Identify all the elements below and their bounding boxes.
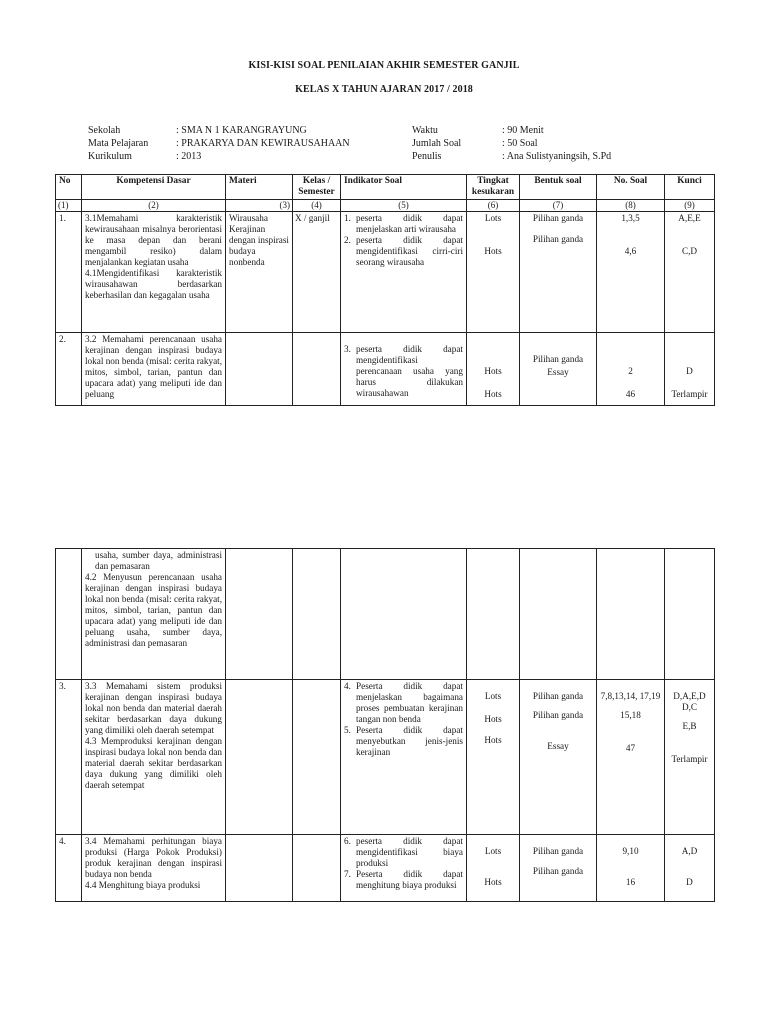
table-row xyxy=(56,212,715,333)
kd-text: usaha, sumber daya, administrasi dan pemasaran xyxy=(95,550,222,571)
info-left-values xyxy=(176,124,350,163)
bentuk-value: Pilihan ganda xyxy=(532,710,584,720)
document-page-1 xyxy=(0,0,768,470)
document-title: KISI-KISI SOAL PENILAIAN AKHIR SEMESTER GANJIL xyxy=(248,60,520,71)
col-num-1: (1) xyxy=(56,200,82,212)
row-number xyxy=(56,549,82,680)
kunci-value: A,D xyxy=(681,846,698,856)
header-kompetensi-dasar: Kompetensi Dasar xyxy=(82,175,226,200)
tingkat-cell xyxy=(467,835,520,902)
col-num-3: (3) xyxy=(226,200,293,212)
kd-text: 4.4 Menghitung biaya produksi xyxy=(85,880,201,890)
value-mata-pelajaran: : PRAKARYA DAN KEWIRAUSAHAAN xyxy=(176,138,350,149)
kunci-value: Terlampir xyxy=(671,754,708,764)
kompetensi-dasar-cell xyxy=(82,835,226,902)
tingkat-value: Hots xyxy=(484,735,502,745)
kunci-value: D xyxy=(686,877,693,887)
no-soal-value: 7,8,13,14, 17,19 xyxy=(600,691,661,701)
tingkat-cell xyxy=(467,549,520,680)
header-no-soal: No. Soal xyxy=(597,175,665,200)
no-soal-value: 9,10 xyxy=(622,846,639,856)
col-num-9: (9) xyxy=(665,200,715,212)
no-soal-value: 15,18 xyxy=(620,710,641,720)
no-soal-value: 1,3,5 xyxy=(621,213,640,223)
bentuk-cell xyxy=(520,835,597,902)
kunci-cell xyxy=(665,549,715,680)
indikator-item: 7. Peserta didik dapat menghitung biaya produksi xyxy=(344,869,463,890)
document-subtitle: KELAS X TAHUN AJARAN 2017 / 2018 xyxy=(295,84,473,95)
no-soal-value: 46 xyxy=(625,389,636,399)
kunci-value: Terlampir xyxy=(671,389,708,399)
kunci-cell xyxy=(665,333,715,406)
value-waktu: : 90 Menit xyxy=(502,125,544,136)
indikator-item: 4. Peserta didik dapat menjelaskan bagaimana proses pembuatan kerajinan tangan non benda xyxy=(344,681,463,724)
kunci-value: D xyxy=(686,366,693,376)
col-num-6: (6) xyxy=(467,200,520,212)
kunci-value: D,A,E,D D,C xyxy=(673,691,706,712)
value-sekolah: : SMA N 1 KARANGRAYUNG xyxy=(176,125,307,136)
kunci-cell xyxy=(665,212,715,333)
label-penulis: Penulis xyxy=(412,151,442,162)
indikator-item: 3. peserta didik dapat mengidentifikasi perencanaan usaha yang harus dilakukan wirausahawan xyxy=(344,344,463,398)
indikator-cell xyxy=(341,333,467,406)
indikator-cell xyxy=(341,680,467,835)
materi-cell xyxy=(226,333,293,406)
value-penulis: : Ana Sulistyaningsih, S.Pd xyxy=(502,151,612,162)
tingkat-cell xyxy=(467,333,520,406)
label-sekolah: Sekolah xyxy=(88,125,121,136)
no-soal-cell xyxy=(597,212,665,333)
bentuk-cell xyxy=(520,549,597,680)
no-soal-cell xyxy=(597,680,665,835)
no-soal-value: 16 xyxy=(625,877,636,887)
no-soal-value: 47 xyxy=(625,743,636,753)
tingkat-cell xyxy=(467,680,520,835)
kisi-kisi-table-page-2 xyxy=(55,548,715,902)
kunci-value: E,B xyxy=(682,721,697,731)
table-row xyxy=(56,549,715,680)
kelas-cell: X / ganjil xyxy=(293,212,341,333)
indikator-cell xyxy=(341,549,467,680)
col-num-4: (4) xyxy=(293,200,341,212)
bentuk-value: Pilihan ganda xyxy=(532,846,584,856)
row-number: 1. xyxy=(56,212,82,333)
kunci-cell xyxy=(665,680,715,835)
table-row xyxy=(56,835,715,902)
header-materi: Materi xyxy=(226,175,293,200)
no-soal-cell xyxy=(597,549,665,680)
bentuk-value: Essay xyxy=(547,741,569,751)
label-waktu: Waktu xyxy=(412,125,438,136)
col-num-8: (8) xyxy=(597,200,665,212)
bentuk-cell xyxy=(520,333,597,406)
kompetensi-dasar-cell xyxy=(82,212,226,333)
kd-text: 4.3 Memproduksi kerajinan dengan inspirasi budaya lokal non benda dan material daerah sekitar berdasarkan daya dukung yang dimiliki oleh daerah setempat xyxy=(85,736,222,790)
tingkat-value: Lots xyxy=(484,691,502,701)
kd-text: 3.3 Memahami sistem produksi kerajinan dengan inspirasi budaya lokal non benda dan material daerah sekitar berdasarkan daya dukung yang dimiliki oleh daerah setempat xyxy=(85,681,222,735)
kd-text: 3.2 Memahami perencanaan usaha kerajinan dengan inspirasi budaya lokal non benda (misal: cerita rakyat, mitos, simbol, tarian, pantun dan upacara adat) yang meliputi ide dan peluang xyxy=(85,334,222,399)
no-soal-value: 2 xyxy=(628,366,633,376)
tingkat-value: Hots xyxy=(484,877,502,887)
label-kurikulum: Kurikulum xyxy=(88,151,132,162)
indikator-item: 5. Peserta didik dapat menyebutkan jenis-jenis kerajinan xyxy=(344,725,463,757)
row-number: 3. xyxy=(56,680,82,835)
info-right-values xyxy=(502,124,611,163)
materi-cell xyxy=(226,680,293,835)
value-jumlah-soal: : 50 Soal xyxy=(502,138,538,149)
kisi-kisi-table-page-1 xyxy=(55,174,715,406)
table-row xyxy=(56,333,715,406)
kunci-cell xyxy=(665,835,715,902)
label-jumlah-soal: Jumlah Soal xyxy=(412,138,462,149)
kd-text: 4.1Mengidentifikasi karakteristik wirausahawan berdasarkan keberhasilan dan kegagalan usaha xyxy=(85,268,222,300)
tingkat-cell xyxy=(467,212,520,333)
kelas-cell xyxy=(293,680,341,835)
kd-text: 3.1Memahami karakteristik kewirausahaan misalnya berorientasi ke masa depan dan berani mengambil resiko) dalam menjalankan kegiatan usaha xyxy=(85,213,222,267)
kompetensi-dasar-cell xyxy=(82,549,226,680)
label-mata-pelajaran: Mata Pelajaran xyxy=(88,138,149,149)
bentuk-value: Pilihan ganda xyxy=(532,234,584,244)
bentuk-value: Pilihan ganda xyxy=(532,691,584,701)
kelas-cell xyxy=(293,835,341,902)
col-num-7: (7) xyxy=(520,200,597,212)
bentuk-cell xyxy=(520,212,597,333)
tingkat-value: Lots xyxy=(484,846,502,856)
document-page-2 xyxy=(0,530,768,1024)
table-header-row xyxy=(56,175,715,200)
header-kunci: Kunci xyxy=(665,175,715,200)
column-number-row xyxy=(56,200,715,212)
materi-cell xyxy=(226,549,293,680)
info-right-labels xyxy=(412,124,461,163)
tingkat-value: Hots xyxy=(484,389,502,399)
bentuk-cell xyxy=(520,680,597,835)
indikator-item: 1. peserta didik dapat menjelaskan arti wirausaha xyxy=(344,213,463,234)
indikator-cell xyxy=(341,835,467,902)
kelas-cell xyxy=(293,333,341,406)
col-num-2: (2) xyxy=(82,200,226,212)
tingkat-value: Hots xyxy=(484,714,502,724)
header-kelas-semester: Kelas / Semester xyxy=(293,175,341,200)
kompetensi-dasar-cell xyxy=(82,680,226,835)
row-number: 4. xyxy=(56,835,82,902)
kunci-value: C,D xyxy=(681,246,698,256)
bentuk-value: Essay xyxy=(547,367,569,377)
no-soal-value: 4,6 xyxy=(624,246,637,256)
header-tingkat-kesukaran: Tingkat kesukaran xyxy=(467,175,520,200)
kunci-value: A,E,E xyxy=(678,213,701,223)
kd-text: 4.2 Menyusun perencanaan usaha kerajinan dengan inspirasi budaya lokal non benda (misal: cerita rakyat, mitos, simbol, tarian, pantun dan upacara adat) yang meliputi ide dan peluang usaha, sumber daya, administrasi dan pemasaran xyxy=(85,572,222,648)
bentuk-value: Pilihan ganda xyxy=(532,354,584,364)
tingkat-value: Hots xyxy=(484,366,502,376)
value-kurikulum: : 2013 xyxy=(176,151,202,162)
tingkat-value: Hots xyxy=(484,246,502,256)
bentuk-value: Pilihan ganda xyxy=(532,213,584,223)
materi-cell: Wirausaha Kerajinan dengan inspirasi budaya nonbenda xyxy=(226,212,293,333)
bentuk-value: Pilihan ganda xyxy=(532,866,584,876)
indikator-cell xyxy=(341,212,467,333)
indikator-item: 2. peserta didik dapat mengidentifikasi cirri-ciri seorang wirausaha xyxy=(344,235,463,267)
no-soal-cell xyxy=(597,835,665,902)
materi-cell xyxy=(226,835,293,902)
row-number: 2. xyxy=(56,333,82,406)
kompetensi-dasar-cell xyxy=(82,333,226,406)
no-soal-cell xyxy=(597,333,665,406)
kelas-cell xyxy=(293,549,341,680)
col-num-5: (5) xyxy=(341,200,467,212)
header-indikator-soal: Indikator Soal xyxy=(341,175,467,200)
tingkat-value: Lots xyxy=(484,213,502,223)
kd-text: 3.4 Memahami perhitungan biaya produksi (Harga Pokok Produksi) produk kerajinan dengan inspirasi budaya non benda xyxy=(85,836,222,879)
header-bentuk-soal: Bentuk soal xyxy=(520,175,597,200)
table-row xyxy=(56,680,715,835)
header-no: No xyxy=(56,175,82,200)
indikator-item: 6. peserta didik dapat mengidentifikasi biaya produksi xyxy=(344,836,463,868)
info-left-labels xyxy=(88,124,148,163)
